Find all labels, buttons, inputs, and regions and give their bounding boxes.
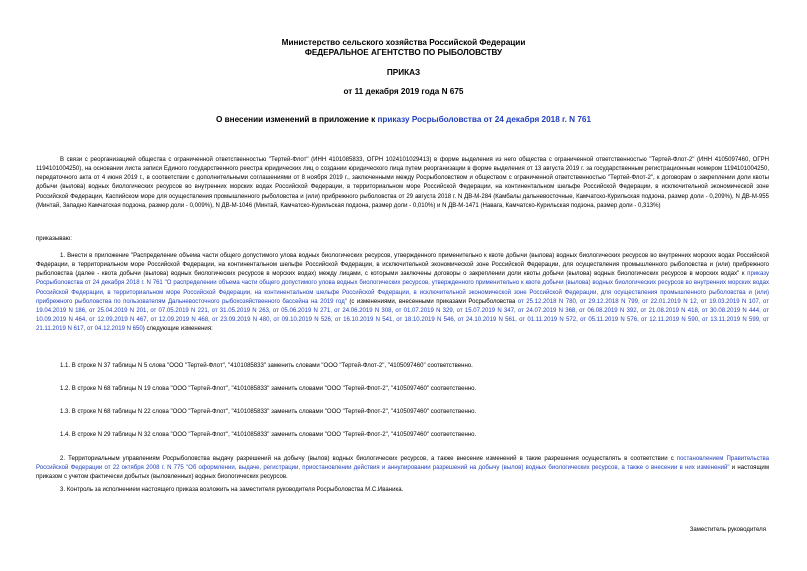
agency-name: ФЕДЕРАЛЬНОЕ АГЕНТСТВО ПО РЫБОЛОВСТВУ — [304, 48, 503, 57]
order-761-link[interactable]: приказу Росрыболовства от 24 декабря 2018 г. N 761 "О распределении объема части общего допустимого улова водных биологических ресурсов, утвержденного применительно к квоте добычи (вылова) водных биологических ресурсов во внутренних морских водах Российской Федерации, в территориальном море Российской Федерации, на континентальном шельфе Российской Федерации, в исключительной экономической зоне Российской Федерации, для осуществления промышленного рыболовства и (или) прибрежного рыболовства по пользователям Дальневосточного рыбохозяйственного бассейна на 2019 год" — [36, 271, 769, 305]
subitem-1-1: 1.1. В строке N 37 таблицы N 5 слова "ООО "Тертей-Флот", "4101085833" заменить словами "ООО "Тертей-Флот-2", "4105097460" соответственно. — [60, 363, 473, 369]
item-1-text: 1. Внести в приложение "Распределение объема части общего допустимого улова водных биологических ресурсов, утвержденного применительно к квоте добычи (вылова) водных биологических ресурсов во внутренних морских водах Российской Федерации, в территориальном море Российской Федерации, на континентальном шельфе Российской Федерации, в исключительной экономической зоне Российской Федерации, для осуществления промышленного рыболовства и (или) прибрежного рыболовства (далее - квота добычи (вылова) водных биологических ресурсов в морских водах) между лицами, с которыми заключены договоры о закреплении доли квоты добычи (вылова) водных биологических ресурсов в морских водах" к — [36, 253, 769, 278]
document-subject — [0, 115, 807, 125]
subject-order-link[interactable]: приказу Росрыболовства от 24 декабря 2018 г. N 761 — [377, 115, 592, 124]
item-1-tail: ) следующие изменения: — [142, 326, 213, 333]
amendments-links[interactable]: от 25.12.2018 N 780, от 29.12.2018 N 799, от 22.01.2019 N 12, от 19.03.2019 N 107, от 19.04.2019 N 186, от 25.04.2019 N 201, от 07.05.2019 N 221, от 31.05.2019 N 263, от 05.06.2019 N 271, от 24.06.2019 N 308, от 01.07.2019 N 329, от 15.07.2019 N 347, от 24.07.2019 N 368, от 06.08.2019 N 392, от 21.08.2019 N 418, от 30.08.2019 N 444, от 10.09.2019 N 464, от 12.09.2019 N 467, от 12.09.2019 N 468, от 23.09.2019 N 480, от 09.10.2019 N 526, от 16.10.2019 N 541, от 18.10.2019 N 546, от 24.10.2019 N 561, от 01.11.2019 N 572, от 05.11.2019 N 576, от 12.11.2019 N 590, от 13.11.2019 N 599, от 21.11.2019 N 617, от 04.12.2019 N 650 — [36, 298, 770, 333]
item-1-amend-text: (с изменениями, внесенными приказами Росрыболовства — [346, 298, 518, 305]
subitem-1-3: 1.3. В строке N 68 таблицы N 22 слова "ООО "Тертей-Флот", "4101085833" заменить словами "ООО "Тертей-Флот-2", "4105097460" соответственно. — [60, 409, 477, 415]
resolution-775-link[interactable]: постановлением Правительства Российской Федерации от 22 октября 2008 г. N 775 "Об оформлении, выдаче, регистрации, приостановлении действия и аннулировании разрешений на добычу (вылов) водных биологических ресурсов, а также о внесении в них изменений" — [36, 456, 769, 472]
paragraph-item-3: 3. Контроль за исполнением настоящего приказа возложить на заместителя руководителя Росрыболовства М.С.Иваника. — [60, 487, 404, 493]
item-2-text: 2. Территориальным управлениям Росрыболовства выдачу разрешений на добычу (вылов) водных биологических ресурсов, а также внесение изменений в такие разрешения осуществлять в соответствии с — [60, 456, 677, 462]
paragraph-item-1 — [36, 252, 769, 334]
item-2-tail: и настоящим приказом с учетом фактически добытых (выловленных) водных биологических ресурсов. — [36, 465, 769, 481]
subitem-1-2: 1.2. В строке N 68 таблицы N 19 слова "ООО "Тертей-Флот", "4101085833" заменить словами "ООО "Тертей-Флот-2", "4105097460" соответственно. — [60, 386, 477, 392]
document-date: от 11 декабря 2019 года N 675 — [343, 87, 464, 96]
document-type: ПРИКАЗ — [386, 68, 421, 77]
paragraph-preamble: В связи с реорганизацией общества с ограниченной ответственностью "Тертей-Флот" (ИНН 4101085833, ОГРН 1024101029413) в форме выделения из него общества с ограниченной ответственностью "Тертей-Флот-2" (ИНН 4105097460, ОГРН 1194101004250), на основании листа записи Единого государственного реестра юридических лиц о создании юридического лица путем реорганизации в форме выделения от 13 августа 2019 г. за государственным регистрационным номером 1194101004250, передаточного акта от 4 июня 2019 г., в соответствии с дополнительными соглашениями от 8 ноября 2019 г., заключенными между Росрыболовством и обществом с ограниченной ответственностью "Тертей-Флот-2", к договорам о закреплении доли квоты добычи (вылова) водных биологических ресурсов во внутренних морских водах Российской Федерации, в территориальном море Российской Федерации, на континентальном шельфе Российской Федерации, в исключительной экономической зоне Российской Федерации, Каспийском море для осуществления промышленного рыболовства и (или) прибрежного рыболовства от 29 августа 2018 г. N ДВ-М-284 (Камбалы дальневосточные, Камчатско-Курильская подзона, размер доли - 0,209%), N ДВ-М-955 (Минтай, Западно Камчатская подзона, размер доли - 0,009%), N ДВ-М-1046 (Минтай, Камчатско-Курильская подзона, размер доли - 0,010%) и N ДВ-М-1471 (Навага, Камчатско-Курильская подзона, размер доли - 0,313%) — [36, 157, 769, 209]
paragraph-item-2 — [36, 455, 769, 482]
signature-line: Заместитель руководителя — [689, 527, 766, 533]
paragraph-order-word: приказываю: — [36, 236, 72, 242]
subitem-1-4: 1.4. В строке N 29 таблицы N 32 слова "ООО "Тертей-Флот", "4101085833" заменить словами "ООО "Тертей-Флот-2", "4105097460" соответственно. — [60, 432, 477, 438]
subject-text: О внесении изменений в приложение к — [215, 115, 378, 124]
ministry-name: Министерство сельского хозяйства Российской Федерации — [281, 38, 526, 47]
